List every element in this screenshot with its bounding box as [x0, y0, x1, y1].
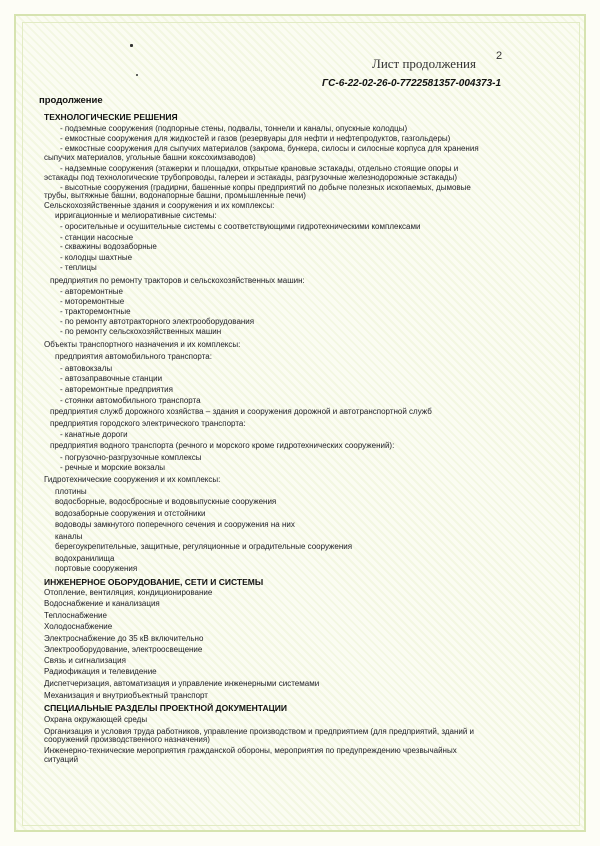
document-line: - колодцы шахтные [60, 253, 133, 262]
document-line: плотины [55, 487, 87, 496]
document-line: - скважины водозаборные [60, 242, 157, 251]
document-line: сыпучих материалов, угольные башни коксохимзаводов) [44, 153, 256, 162]
document-line: - авторемонтные [60, 287, 123, 296]
document-line: - по ремонту сельскохозяйственных машин [60, 327, 222, 336]
document-line: - моторемонтные [60, 297, 125, 306]
document-line: водосборные, водосбросные и водовыпускные сооружения [55, 497, 277, 506]
document-line: - автозаправочные станции [60, 374, 163, 383]
document-line: эстакады под технологические трубопроводы, галереи и эстакады, разгрузочные железнодорожные эстакады) [44, 173, 457, 182]
section-heading: СПЕЦИАЛЬНЫЕ РАЗДЕЛЫ ПРОЕКТНОЙ ДОКУМЕНТАЦИИ [44, 703, 288, 713]
document-line: каналы [55, 532, 83, 541]
document-line: - оросительные и осушительные системы с соответствующими гидротехническими комплексами [60, 222, 421, 231]
document-line: Инженерно-технические мероприятия гражданской обороны, мероприятия по предупреждению чрезвычайных [44, 746, 457, 755]
document-line: портовые сооружения [55, 564, 138, 573]
document-line: предприятия водного транспорта (речного и морского кроме гидротехнических сооружений): [50, 441, 395, 450]
document-line: - речные и морские вокзалы [60, 463, 165, 472]
sheet-title: Лист продолжения [372, 56, 476, 71]
continuation-label: продолжение [39, 95, 103, 106]
document-line: - станции насосные [60, 233, 134, 242]
document-line: водозаборные сооружения и отстойники [55, 509, 206, 518]
document-line: - тракторемонтные [60, 307, 131, 316]
document-line: - погрузочно-разгрузочные комплексы [60, 453, 202, 462]
sheet-number: 2 [496, 50, 503, 62]
document-line: - подземные сооружения (подпорные стены, подвалы, тоннели и каналы, опускные колодцы) [60, 124, 408, 133]
document-line: - стоянки автомобильного транспорта [60, 396, 201, 405]
document-line: Электроснабжение до 35 кВ включительно [44, 634, 204, 643]
document-line: Охрана окружающей среды [44, 715, 148, 724]
document-line: - авторемонтные предприятия [60, 385, 173, 394]
document-line: - емкостные сооружения для сыпучих материалов (закрома, бункера, силосы и силосные корпуса для хранения [60, 144, 479, 153]
document-line: предприятия автомобильного транспорта: [55, 352, 212, 361]
document-line: - канатные дороги [60, 430, 128, 439]
document-line: - емкостные сооружения для жидкостей и газов (резервуары для нефти и нефтепродуктов, газгольдеры) [60, 134, 451, 143]
document-line: Гидротехнические сооружения и их комплексы: [44, 475, 221, 484]
document-line: Диспетчеризация, автоматизация и управление инженерными системами [44, 679, 320, 688]
document-line: предприятия служб дорожного хозяйства – здания и сооружения дорожной и автотранспортной служб [50, 407, 432, 416]
scan-speck [130, 44, 133, 47]
document-line: Теплоснабжение [44, 611, 107, 620]
document-line: ирригационные и мелиоративные системы: [55, 211, 217, 220]
document-line: Холодоснабжение [44, 622, 113, 631]
document-line: предприятия по ремонту тракторов и сельскохозяйственных машин: [50, 276, 305, 285]
document-line: сооружений производственного назначения) [44, 735, 210, 744]
document-line: Организация и условия труда работников, управление производством и предприятием (для предприятий, зданий и [44, 727, 474, 736]
document-line: - теплицы [60, 263, 97, 272]
document-line: - высотные сооружения (градирни, башенные копры предприятий по добыче полезных ископаемых, дымовые [60, 183, 471, 192]
document-line: Механизация и внутриобъектный транспорт [44, 691, 208, 700]
document-line: Радиофикация и телевидение [44, 667, 157, 676]
document-line: - по ремонту автотракторного электрооборудования [60, 317, 255, 326]
document-line: Водоснабжение и канализация [44, 599, 160, 608]
document-line: Связь и сигнализация [44, 656, 126, 665]
document-line: Объекты транспортного назначения и их комплексы: [44, 340, 241, 349]
document-line: водоводы замкнутого поперечного сечения и сооружения на них [55, 520, 295, 529]
document-line: трубы, вытяжные башни, водонапорные башни, промышленные печи) [44, 191, 306, 200]
document-line: ситуаций [44, 755, 79, 764]
document-line: берегоукрепительные, защитные, регуляционные и оградительные сооружения [55, 542, 353, 551]
document-number: ГС-6-22-02-26-0-7722581357-004373-1 [322, 78, 502, 89]
document-line: - автовокзалы [60, 364, 113, 373]
document-line: предприятия городского электрического транспорта: [50, 419, 246, 428]
section-heading: ТЕХНОЛОГИЧЕСКИЕ РЕШЕНИЯ [44, 112, 178, 122]
section-heading: ИНЖЕНЕРНОЕ ОБОРУДОВАНИЕ, СЕТИ И СИСТЕМЫ [44, 577, 264, 587]
document-line: - надземные сооружения (этажерки и площадки, открытые крановые эстакады, отдельно стоящие опоры и [60, 164, 459, 173]
document-line: Электрооборудование, электроосвещение [44, 645, 203, 654]
document-line: водохранилища [55, 554, 115, 563]
document-line: Отопление, вентиляция, кондиционирование [44, 588, 213, 597]
document-line: Сельскохозяйственные здания и сооружения и их комплексы: [44, 201, 275, 210]
scan-speck [136, 74, 138, 76]
